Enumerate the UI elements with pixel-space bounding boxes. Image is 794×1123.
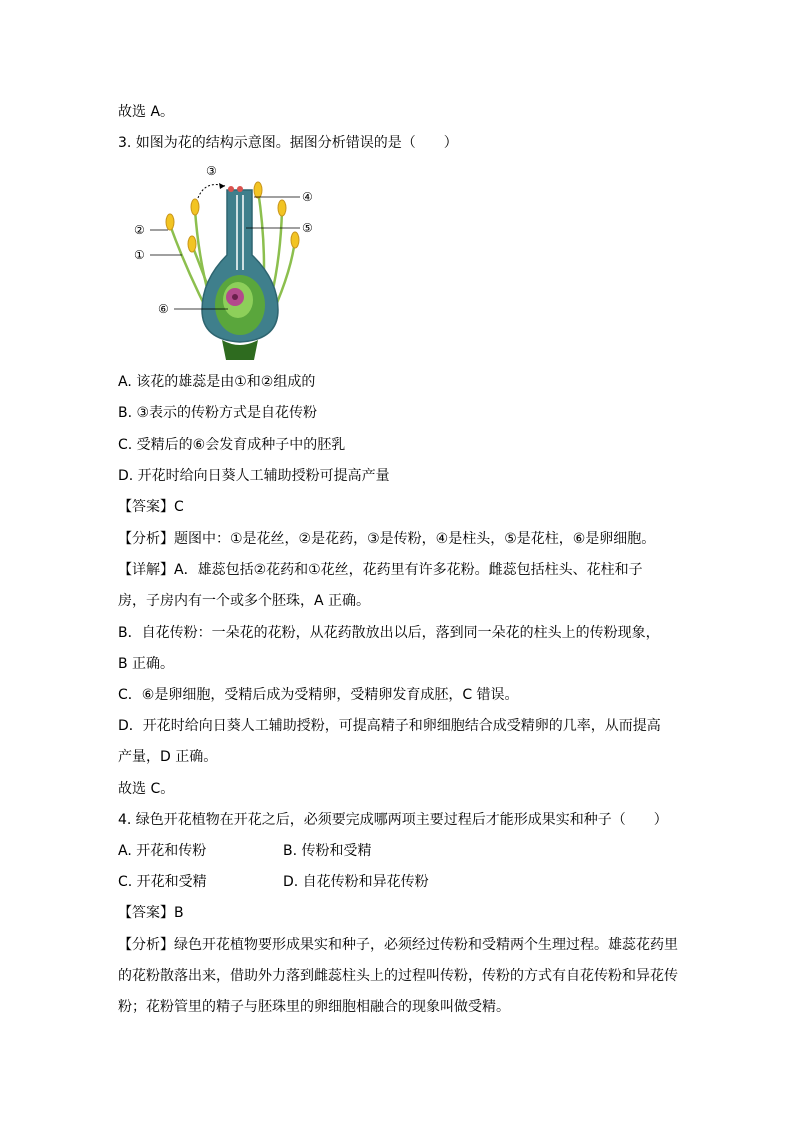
q3-conclusion: 故选 C。 [118, 781, 175, 797]
flower-structure-figure [130, 160, 330, 365]
q3-detail-line-6: D．开花时给向日葵人工辅助授粉，可提高精子和卵细胞结合成受精卵的几率，从而提高 [118, 718, 661, 734]
q3-detail-line-4: B 正确。 [118, 656, 175, 672]
q4-option-d: D. 自花传粉和异花传粉 [283, 874, 429, 890]
q3-detail-line-2: 房，子房内有一个或多个胚珠，A 正确。 [118, 593, 371, 609]
callout-5: ⑤ [302, 221, 313, 235]
callout-3: ③ [206, 164, 217, 178]
question-4-stem: 4. 绿色开花植物在开花之后，必须要完成哪两项主要过程后才能形成果实和种子（ ） [118, 812, 668, 828]
q4-option-b: B. 传粉和受精 [283, 843, 372, 859]
q4-analysis-line-3: 粉；花粉管里的精子与胚珠里的卵细胞相融合的现象叫做受精。 [118, 999, 510, 1015]
q3-option-c: C. 受精后的⑥会发育成种子中的胚乳 [118, 437, 346, 453]
q4-option-a: A. 开花和传粉 [118, 843, 207, 859]
q4-answer: 【答案】B [118, 905, 184, 921]
q4-analysis-line-2: 的花粉散落出来，借助外力落到雌蕊柱头上的过程叫传粉，传粉的方式有自花传粉和异花传 [118, 968, 678, 984]
callout-6: ⑥ [158, 302, 169, 316]
question-3-stem: 3. 如图为花的结构示意图。据图分析错误的是（ ） [118, 135, 458, 151]
q3-analysis: 【分析】题图中：①是花丝，②是花药，③是传粉，④是柱头，⑤是花柱，⑥是卵细胞。 [118, 531, 656, 547]
q4-option-c: C. 开花和受精 [118, 874, 207, 890]
q3-detail-line-7: 产量，D 正确。 [118, 749, 218, 765]
text-line-1: 故选 A。 [118, 104, 175, 120]
callout-1: ① [134, 248, 145, 262]
callout-4: ④ [302, 190, 313, 204]
q4-analysis-line-1: 【分析】绿色开花植物要形成果实和种子，必须经过传粉和受精两个生理过程。雄蕊花药里 [118, 937, 678, 953]
q3-answer: 【答案】C [118, 499, 184, 515]
q3-detail-line-5: C．⑥是卵细胞，受精后成为受精卵，受精卵发育成胚，C 错误。 [118, 687, 519, 703]
q3-option-a: A. 该花的雄蕊是由①和②组成的 [118, 374, 316, 390]
callout-2: ② [134, 223, 145, 237]
q3-option-b: B. ③表示的传粉方式是自花传粉 [118, 405, 318, 421]
q3-option-d: D. 开花时给向日葵人工辅助授粉可提高产量 [118, 468, 390, 484]
q3-detail-line-3: B．自花传粉：一朵花的花粉，从花药散放出以后，落到同一朵花的柱头上的传粉现象， [118, 625, 660, 641]
q3-detail-line-1: 【详解】A．雄蕊包括②花药和①花丝，花药里有许多花粉。雌蕊包括柱头、花柱和子 [118, 562, 643, 578]
